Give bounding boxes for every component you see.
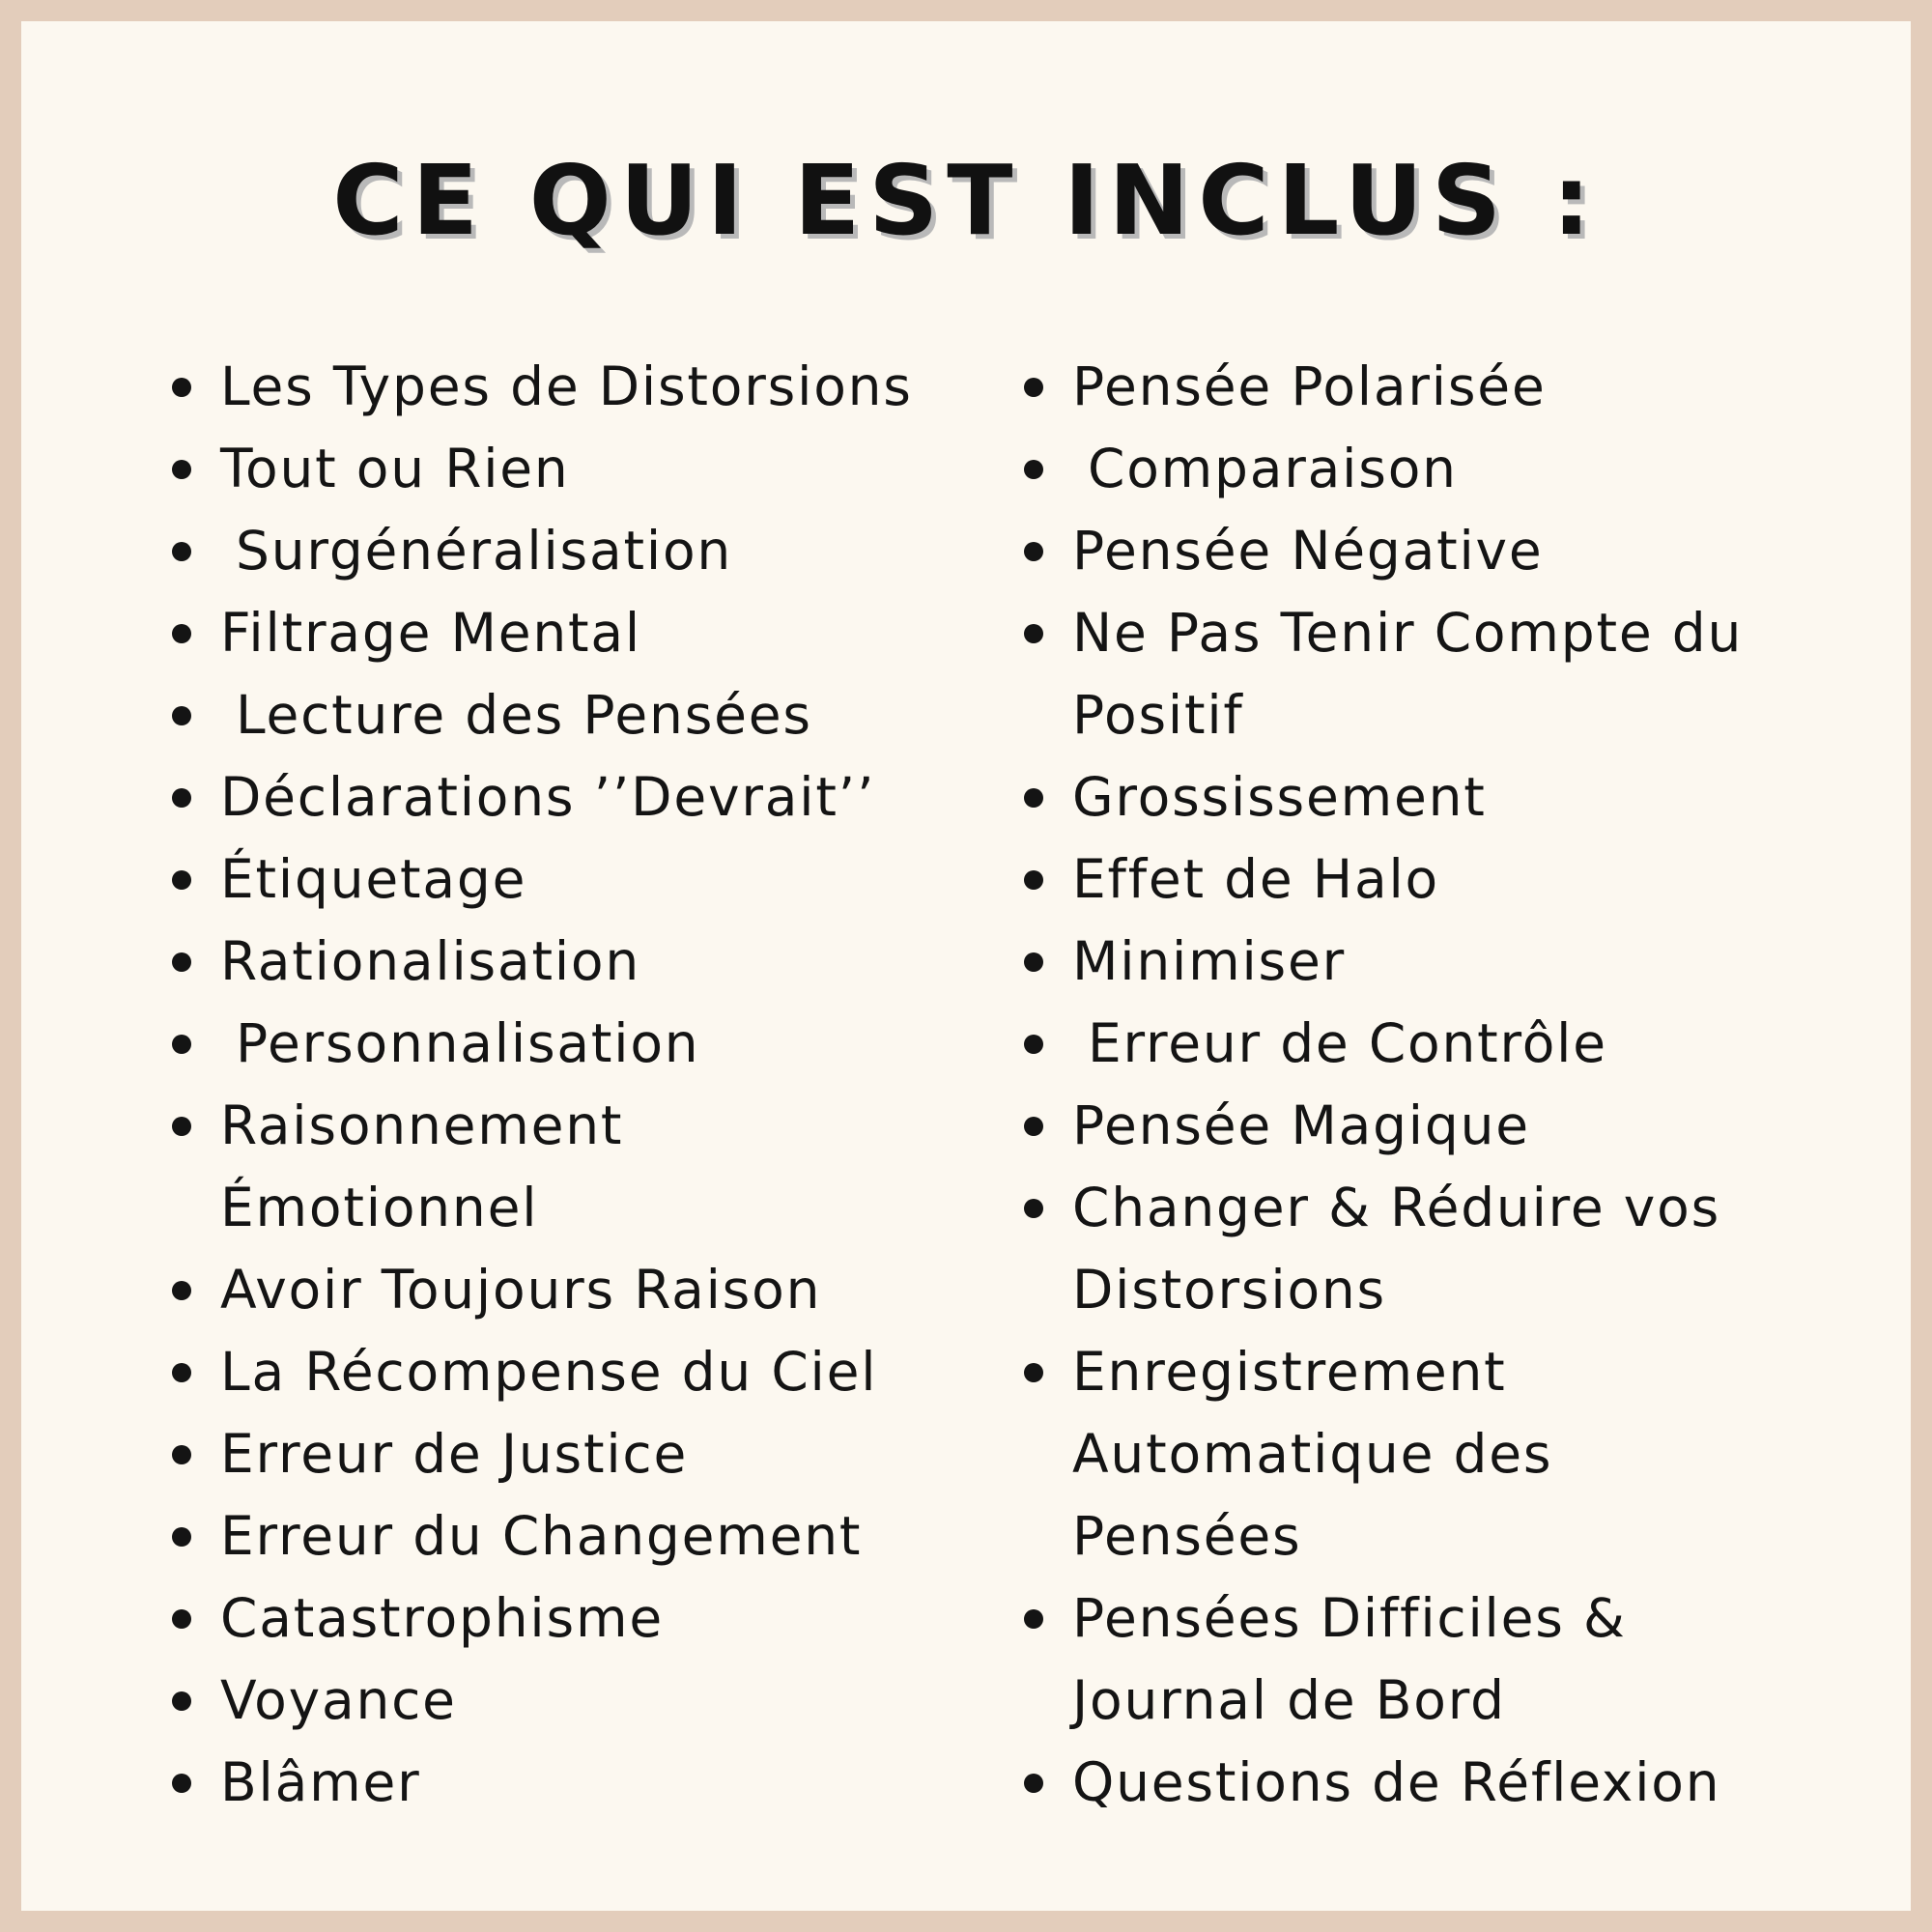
bullet-icon: [172, 542, 191, 561]
bullet-icon: [172, 1363, 191, 1382]
list-item: [172, 346, 935, 428]
list-item-text: Pensées Difficiles &: [1072, 1587, 1627, 1649]
bullet-icon: [172, 1609, 191, 1629]
bullet-icon: [1024, 1609, 1043, 1629]
bullet-icon: [1024, 788, 1043, 808]
list-item-text: Étiquetage: [220, 848, 527, 910]
bullet-icon: [1024, 460, 1043, 479]
list-item: [172, 428, 935, 510]
list-item-text: Grossissement: [1072, 766, 1487, 828]
list-item-text: Comparaison: [1088, 438, 1458, 499]
list-item-text: Minimiser: [1072, 930, 1347, 992]
list-item-text: Changer & Réduire vos: [1072, 1177, 1721, 1238]
list-item-text: Pensée Négative: [1072, 520, 1544, 582]
list-item-text: Positif: [1072, 684, 1244, 746]
bullet-icon: [1024, 624, 1043, 643]
list-item: [172, 510, 935, 592]
bullet-icon: [1024, 1199, 1043, 1218]
list-item-text: Avoir Toujours Raison: [220, 1259, 822, 1321]
bullet-icon: [172, 788, 191, 808]
list-item: [1024, 1085, 1835, 1167]
list-item-text: Pensées: [1072, 1505, 1302, 1567]
list-item: [172, 1577, 935, 1660]
list-item: [172, 756, 935, 838]
included-list-left: [172, 346, 935, 1824]
list-item: [172, 1495, 935, 1577]
list-item: [1024, 1742, 1835, 1824]
bullet-icon: [172, 706, 191, 725]
bullet-icon: [172, 378, 191, 397]
list-item-text: Pensée Magique: [1072, 1094, 1530, 1156]
list-item-text: Effet de Halo: [1072, 848, 1439, 910]
list-item-text: Pensée Polarisée: [1072, 355, 1547, 417]
bullet-icon: [172, 1691, 191, 1711]
list-item-text: Questions de Réflexion: [1072, 1751, 1721, 1813]
list-item-text: Émotionnel: [220, 1177, 539, 1238]
list-item-text: Rationalisation: [220, 930, 641, 992]
list-item: [1024, 838, 1835, 921]
list-item-text: Enregistrement: [1072, 1341, 1507, 1403]
list-item: [1024, 428, 1835, 510]
bullet-icon: [172, 1035, 191, 1054]
list-item: [172, 838, 935, 921]
bullet-icon: [1024, 870, 1043, 890]
bullet-icon: [1024, 1035, 1043, 1054]
list-item-text: Distorsions: [1072, 1259, 1387, 1321]
list-item-text: La Récompense du Ciel: [220, 1341, 878, 1403]
list-item: [172, 1003, 935, 1085]
list-item: [172, 1249, 935, 1331]
list-item: [172, 674, 935, 756]
bullet-icon: [1024, 1363, 1043, 1382]
list-item: [172, 921, 935, 1003]
list-item-text: Catastrophisme: [220, 1587, 664, 1649]
bullet-icon: [172, 1117, 191, 1136]
list-item-text: Filtrage Mental: [220, 602, 642, 664]
list-item-text: Raisonnement: [220, 1094, 624, 1156]
bullet-icon: [172, 1774, 191, 1793]
included-list-right: [1024, 346, 1835, 1824]
list-item: [1024, 510, 1835, 592]
list-item-text: Déclarations ’’Devrait’’: [220, 766, 876, 828]
list-item: [1024, 1577, 1835, 1742]
list-item: [172, 1660, 935, 1742]
list-item-text: Voyance: [220, 1669, 457, 1731]
list-item-text: Journal de Bord: [1072, 1669, 1506, 1731]
list-item-text: Personnalisation: [236, 1012, 700, 1074]
bullet-icon: [1024, 952, 1043, 972]
list-item: [1024, 346, 1835, 428]
list-item: [172, 1742, 935, 1824]
bullet-icon: [172, 1445, 191, 1464]
bullet-icon: [1024, 1117, 1043, 1136]
list-item-text: Tout ou Rien: [220, 438, 570, 499]
bullet-icon: [1024, 542, 1043, 561]
bullet-icon: [1024, 1774, 1043, 1793]
list-item-text: Surgénéralisation: [236, 520, 733, 582]
list-item-text: Blâmer: [220, 1751, 421, 1813]
list-item: [172, 1085, 935, 1249]
page-title: CE QUI EST INCLUS :: [332, 144, 1600, 257]
list-item-text: Lecture des Pensées: [236, 684, 812, 746]
list-item-text: Erreur de Contrôle: [1088, 1012, 1607, 1074]
bullet-icon: [172, 460, 191, 479]
list-item: [172, 1413, 935, 1495]
bullet-icon: [172, 624, 191, 643]
bullet-icon: [172, 1281, 191, 1300]
bullet-icon: [172, 1527, 191, 1547]
list-item: [1024, 1331, 1835, 1577]
list-item: [1024, 756, 1835, 838]
list-item-text: Erreur de Justice: [220, 1423, 689, 1485]
bullet-icon: [172, 952, 191, 972]
list-item: [1024, 1167, 1835, 1331]
list-item: [172, 592, 935, 674]
list-item-text: Automatique des: [1072, 1423, 1553, 1485]
bullet-icon: [1024, 378, 1043, 397]
list-item: [1024, 592, 1835, 756]
list-item-text: Erreur du Changement: [220, 1505, 863, 1567]
list-item-text: Ne Pas Tenir Compte du: [1072, 602, 1744, 664]
list-item: [1024, 1003, 1835, 1085]
bullet-icon: [172, 870, 191, 890]
list-item-text: Les Types de Distorsions: [220, 355, 913, 417]
list-item: [1024, 921, 1835, 1003]
list-item: [172, 1331, 935, 1413]
